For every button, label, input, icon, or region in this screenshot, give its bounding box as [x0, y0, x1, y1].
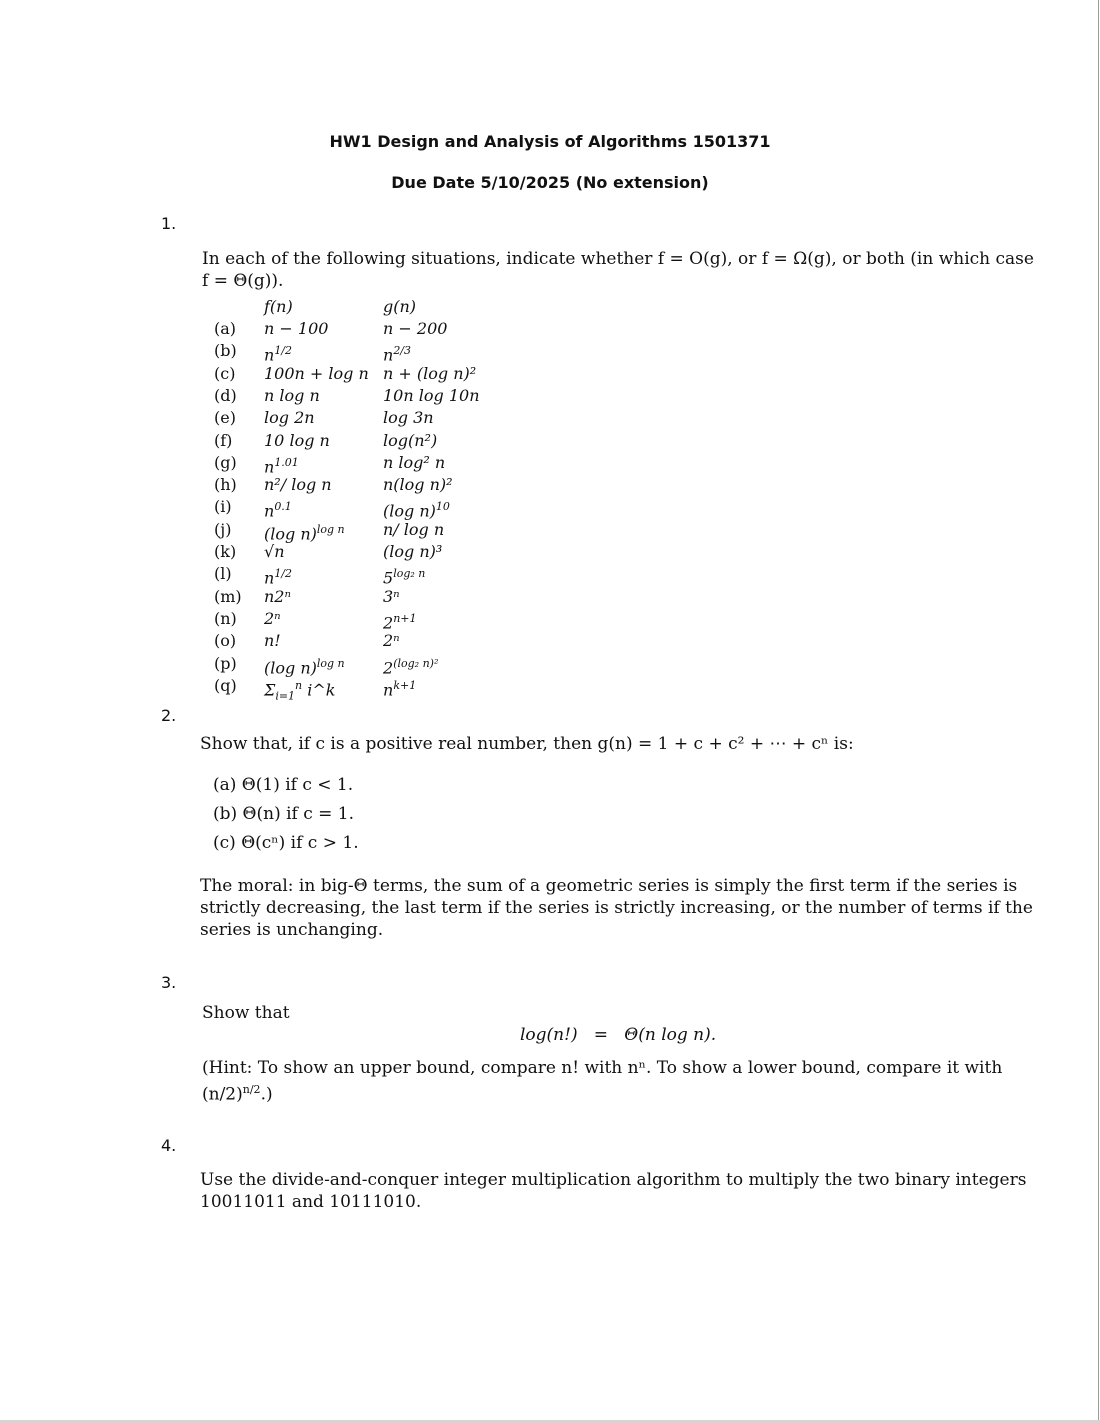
table-row [214, 608, 514, 633]
f-of-n-cell: (log n)$^{log n}$ [264, 522, 345, 544]
g-of-n-cell: n/ log n [383, 519, 445, 539]
table-row [214, 586, 514, 608]
table-row [214, 563, 514, 588]
table-row [214, 496, 514, 521]
question-4-number: 4. [161, 1136, 177, 1155]
function-comparison-table [214, 296, 514, 703]
table-row [214, 430, 514, 452]
f-of-n-cell: √n [264, 542, 285, 561]
table-header [214, 296, 514, 318]
table-row [214, 452, 514, 477]
row-label: (l) [214, 564, 232, 584]
g-of-n-cell: (log n)$^{10}$ [383, 500, 450, 521]
f-of-n-cell: 100n + log n [264, 363, 369, 383]
g-of-n-cell: $2^{(log_2 n)^2}$ [383, 656, 439, 677]
question-3-number: 3. [161, 973, 177, 992]
table-row [214, 407, 514, 429]
question-4-line-2: 10011011 and 10111010. [200, 1192, 422, 1212]
g-of-n-cell: $n^{k+1}$ [383, 678, 417, 700]
column-header-f: f(n) [264, 297, 293, 316]
g-of-n-cell: n(log n)² [383, 475, 453, 495]
question-2-intro: Show that, if c is a positive real number, then g(n) = 1 + c + c² + ⋯ + cⁿ is: [200, 734, 854, 754]
g-of-n-cell: 3ⁿ [383, 586, 400, 606]
table-row [214, 340, 514, 365]
row-label: (a) [214, 319, 237, 338]
table-row [214, 474, 514, 496]
f-of-n-cell: 10 log n [264, 430, 330, 450]
row-label: (h) [214, 475, 237, 495]
question-4-line-1: Use the divide-and-conquer integer multiplication algorithm to multiply the two binary integers [200, 1170, 1027, 1190]
question-2-moral-line-1: The moral: in big-Θ terms, the sum of a geometric series is simply the first term if the series is [200, 876, 1018, 896]
question-1-intro-line-1: In each of the following situations, indicate whether f = O(g), or f = Ω(g), or both (in which case [202, 249, 1034, 269]
g-of-n-cell: 10n log 10n [383, 385, 480, 405]
f-of-n-cell: n²/ log n [264, 475, 332, 495]
f-of-n-cell: $n^{1/2}$ [264, 567, 293, 588]
f-of-n-cell: n − 100 [264, 319, 329, 338]
document-title: HW1 Design and Analysis of Algorithms 1501371 [329, 132, 771, 151]
f-of-n-cell: n2ⁿ [264, 586, 291, 606]
g-of-n-cell: n − 200 [383, 319, 448, 338]
due-date: Due Date 5/10/2025 (No extension) [391, 173, 709, 192]
table-row [214, 675, 514, 703]
g-of-n-cell: $n^{2/3}$ [383, 344, 412, 365]
g-of-n-cell: log(n²) [383, 430, 438, 450]
question-2-moral-line-3: series is unchanging. [200, 920, 384, 940]
question-3-hint-line-2: $(n/2)^{n/2}$.) [202, 1083, 273, 1105]
question-3-hint-line-1: (Hint: To show an upper bound, compare n! with nⁿ. To show a lower bound, compare it with [202, 1058, 1003, 1078]
table-row [214, 318, 514, 340]
row-label: (f) [214, 430, 233, 450]
g-of-n-cell: n log² n [383, 452, 446, 472]
f-of-n-cell: log 2n [264, 408, 315, 428]
table-row [214, 653, 514, 675]
row-label: (i) [214, 497, 232, 517]
row-label: (k) [214, 542, 237, 561]
question-1-number: 1. [161, 214, 177, 233]
row-label: (d) [214, 385, 237, 405]
question-1-intro-line-2: f = Θ(g)). [202, 271, 284, 291]
column-header-g: g(n) [383, 297, 417, 316]
g-of-n-cell: $2^{n+1}$ [383, 611, 417, 633]
row-label: (j) [214, 519, 232, 539]
table-row [214, 519, 514, 544]
question-2-moral-line-2: strictly decreasing, the last term if the series is strictly increasing, or the number of terms if the [200, 898, 1033, 918]
row-label: (n) [214, 608, 237, 628]
row-label: (o) [214, 631, 237, 651]
row-label: (m) [214, 586, 242, 606]
question-2-option-a: (a) Θ(1) if c < 1. [213, 775, 354, 795]
page-edge-right [1098, 0, 1099, 1423]
f-of-n-cell: $\Sigma_{i=1}^n$ i^k [264, 678, 336, 703]
row-label: (e) [214, 408, 236, 428]
row-label: (c) [214, 363, 236, 383]
question-2-option-c: (c) Θ(cⁿ) if c > 1. [213, 833, 359, 853]
table-row [214, 630, 514, 652]
question-3-intro: Show that [202, 1003, 290, 1023]
table-row [214, 385, 514, 407]
question-2-option-b: (b) Θ(n) if c = 1. [213, 804, 355, 824]
g-of-n-cell: log 3n [383, 408, 434, 428]
question-3-equation: log(n!) = Θ(n log n). [520, 1025, 717, 1045]
g-of-n-cell: n + (log n)² [383, 363, 477, 383]
row-label: (g) [214, 452, 237, 472]
g-of-n-cell: (log n)³ [383, 542, 443, 561]
f-of-n-cell: $n^{1/2}$ [264, 344, 293, 365]
row-label: (b) [214, 341, 237, 361]
question-2-number: 2. [161, 706, 177, 725]
f-of-n-cell: n! [264, 631, 281, 651]
f-of-n-cell: 2ⁿ [264, 608, 281, 628]
g-of-n-cell: $5^{log_2 n}$ [383, 567, 426, 588]
f-of-n-cell: $n^{1.01}$ [264, 455, 299, 477]
table-row [214, 541, 514, 563]
f-of-n-cell: $n^{0.1}$ [264, 500, 292, 521]
row-label: (p) [214, 653, 237, 673]
g-of-n-cell: 2ⁿ [383, 631, 400, 651]
f-of-n-cell: n log n [264, 385, 320, 405]
f-of-n-cell: (log n)$^{log n}$ [264, 656, 345, 677]
table-row [214, 363, 514, 385]
row-label: (q) [214, 675, 237, 695]
